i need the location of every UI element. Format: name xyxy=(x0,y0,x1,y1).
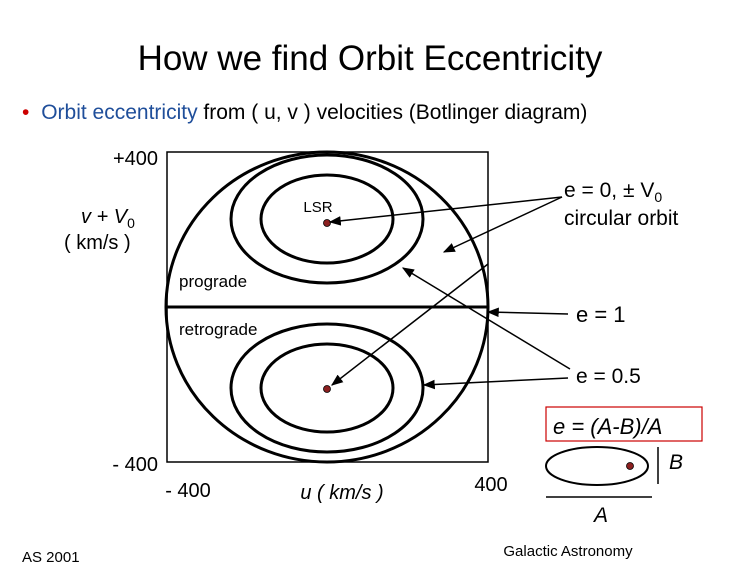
v-axis-label xyxy=(81,206,135,231)
retrograde-label: retrograde xyxy=(179,320,258,339)
prograde-orbit-inner xyxy=(261,175,393,263)
footer-right: Galactic Astronomy xyxy=(503,543,633,560)
lsr-dot xyxy=(324,220,331,227)
bullet-marker: • xyxy=(22,101,30,124)
v-axis-label-main: v + V xyxy=(81,206,128,228)
annotation-circular-line1 xyxy=(564,179,662,205)
arrow-to-retrograde xyxy=(332,264,488,385)
arrow-to-e05-lower xyxy=(424,378,568,385)
retrograde-center-dot xyxy=(324,386,331,393)
annotation-e1: e = 1 xyxy=(576,302,626,327)
v-top-label: +400 xyxy=(112,148,158,170)
lsr-label: LSR xyxy=(303,199,333,216)
formula: e = (A-B)/A xyxy=(553,414,663,439)
u-left-label: - 400 xyxy=(165,480,211,502)
footer-left: AS 2001 xyxy=(22,549,80,566)
v-axis-label-sub: 0 xyxy=(127,215,135,231)
annotation-circular-main: e = 0, ± V xyxy=(564,179,655,202)
bullet-rest: from ( u, v ) velocities (Botlinger diagram) xyxy=(203,101,588,124)
annotation-circular-line2: circular orbit xyxy=(564,207,679,230)
ellipse-a-label: A xyxy=(593,504,609,527)
u-right-label: 400 xyxy=(474,474,508,496)
slide-title: How we find Orbit Eccentricity xyxy=(137,39,603,78)
v-axis-units: ( km/s ) xyxy=(64,232,131,254)
bullet-text xyxy=(22,101,587,124)
v-bottom-label: - 400 xyxy=(112,454,158,476)
bullet-highlight: Orbit eccentricity xyxy=(41,101,198,124)
u-axis-label: u ( km/s ) xyxy=(300,482,384,504)
example-focus-dot xyxy=(627,463,634,470)
prograde-label: prograde xyxy=(179,272,248,291)
ellipse-b-label: B xyxy=(669,451,684,474)
annotation-circular-sub: 0 xyxy=(654,189,663,205)
annotation-e05: e = 0.5 xyxy=(576,365,641,388)
arrow-to-e1 xyxy=(488,312,568,314)
